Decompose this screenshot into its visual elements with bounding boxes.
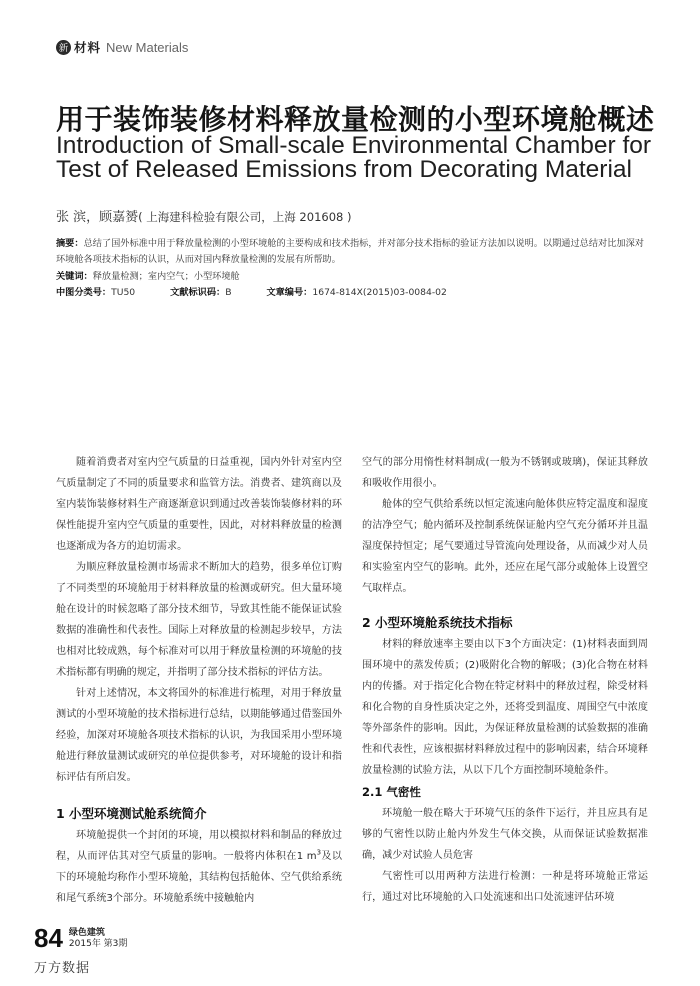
section-header bbox=[56, 38, 188, 56]
section-label-cn: 材料 bbox=[74, 40, 102, 55]
paragraph: 为顺应释放量检测市场需求不断加大的趋势，很多单位订购了不同类型的环境舱用于材料释放量的检测或研究。但大量环境舱在设计的时候忽略了部分技术细节，导致其性能不能保证试验数据的准确性和代表性。国际上对释放量的检测起步较早，方法也相对比较成熟，每个标准对可以用于释放量检测的环境舱的技术指标都有明确的规定，并指明了部分技术指标的评估方法。 bbox=[56, 562, 342, 678]
paragraph: 材料的释放速率主要由以下3个方面决定：(1)材料表面到周围环境中的蒸发传质；(2)吸附化合物的解吸；(3)化合物在材料内的传播。对于指定化合物在特定材料中的释放过程，除受材料和化合物的自身性质决定之外，还将受到温度、周围空气中浓度等外部条件的影响。因此，为保证释放量检测的试验数据的准确性和代表性，应该根据材料释放过程中的影响因素，结合环境释放量检测的试验方法，从以下几个方面控制环境舱条件。 bbox=[362, 639, 648, 776]
author-names: 张 滨，顾嘉赟 bbox=[56, 210, 139, 225]
authors-line bbox=[56, 206, 351, 225]
paragraph: 舱体的空气供给系统以恒定流速向舱体供应特定温度和湿度的洁净空气；舱内循环及控制系统保证舱内空气充分循环并且温湿度保持恒定；尾气要通过导管流向处理设备，从而减少对人员和实验室内空气的影响。此外，还应在尾气部分或舱体上设置空气取样点。 bbox=[362, 499, 648, 594]
abstract-text: 总结了国外标准中用于释放量检测的小型环境舱的主要构成和技术指标，并对部分技术指标的验证方法加以说明。以期通过总结对比加深对环境舱各项技术指标的认识，从而对国内释放量检测的发展有所帮助。 bbox=[56, 238, 644, 265]
article-number: 文章编号：1674-814X(2015)03-0084-02 bbox=[266, 287, 447, 298]
paragraph: 环境舱提供一个封闭的环境，用以模拟材料和制品的释放过程，从而评估其对空气质量的影响。一般将内体积在1 $m^3$及以下的环境舱均称作小型环境舱，其结构包括舱体、空气供给系统和尾气系统3个部分。环境舱系统中接触舱内 bbox=[56, 830, 342, 904]
paragraph: 针对上述情况，本文将国外的标准进行梳理，对用于释放量测试的小型环境舱的技术指标进行总结，以期能够通过借鉴国外经验，加深对环境舱各项技术指标的认识，为我国采用小型环境舱进行释放量测试或研究的单位提供参考，对环境舱的设计和指标评估有所启发。 bbox=[56, 688, 342, 783]
author-affiliation: ( 上海建科检验有限公司，上海 201608 ) bbox=[138, 210, 352, 224]
keywords bbox=[56, 268, 240, 282]
document-code: 文献标识码：B bbox=[170, 287, 232, 298]
paragraph: 空气的部分用惰性材料制成(一般为不锈钢或玻璃)，保证其释放和吸收作用很小。 bbox=[362, 457, 648, 489]
paragraph: 随着消费者对室内空气质量的日益重视，国内外针对室内空气质量制定了不同的质量要求和监管方法。消费者、建筑商以及室内装饰装修材料生产商逐渐意识到通过改善装饰装修材料的环保性能提升室内空气质量的重要性，因此，对材料释放量的检测也逐渐成为各方的迫切需求。 bbox=[56, 457, 342, 552]
body-column-right bbox=[362, 452, 648, 908]
keywords-text: 释放量检测；室内空气；小型环境舱 bbox=[92, 271, 240, 282]
journal-issue: 2015年 第3期 bbox=[68, 939, 128, 949]
section-heading-2: 2 小型环境舱系统技术指标 bbox=[362, 615, 513, 630]
article-title-cn: 用于装饰装修材料释放量检测的小型环境舱概述 bbox=[56, 103, 655, 136]
classification-line bbox=[56, 284, 447, 298]
abstract-label: 摘要： bbox=[56, 238, 84, 249]
source-watermark: 万方数据 bbox=[34, 961, 91, 976]
subsection-heading-2-1: 2.1 气密性 bbox=[362, 785, 421, 799]
journal-name: 绿色建筑 bbox=[68, 928, 105, 938]
body-column-left bbox=[56, 452, 342, 909]
paragraph: 环境舱一般在略大于环境气压的条件下运行，并且应具有足够的气密性以防止舱内外发生气体交换，从而保证试验数据准确，减少对试验人员危害 bbox=[362, 808, 648, 861]
clc-number: 中图分类号：TU50 bbox=[56, 287, 136, 298]
new-materials-logo-icon: 新 bbox=[56, 40, 71, 55]
page-number: 84 bbox=[34, 923, 63, 953]
paragraph: 气密性可以用两种方法进行检测：一种是将环境舱正常运行，通过对比环境舱的入口处流速和出口处流速评估环境 bbox=[362, 871, 648, 903]
section-heading-1: 1 小型环境测试舱系统简介 bbox=[56, 806, 207, 821]
abstract bbox=[56, 236, 648, 268]
article-title-en: Introduction of Small-scale Environmental Chamber for Test of Released Emissions from Decorating Material bbox=[56, 132, 652, 183]
journal-info bbox=[69, 928, 128, 950]
keywords-label: 关键词： bbox=[56, 271, 93, 282]
section-label-en: New Materials bbox=[106, 39, 189, 55]
page-footer bbox=[34, 923, 128, 953]
